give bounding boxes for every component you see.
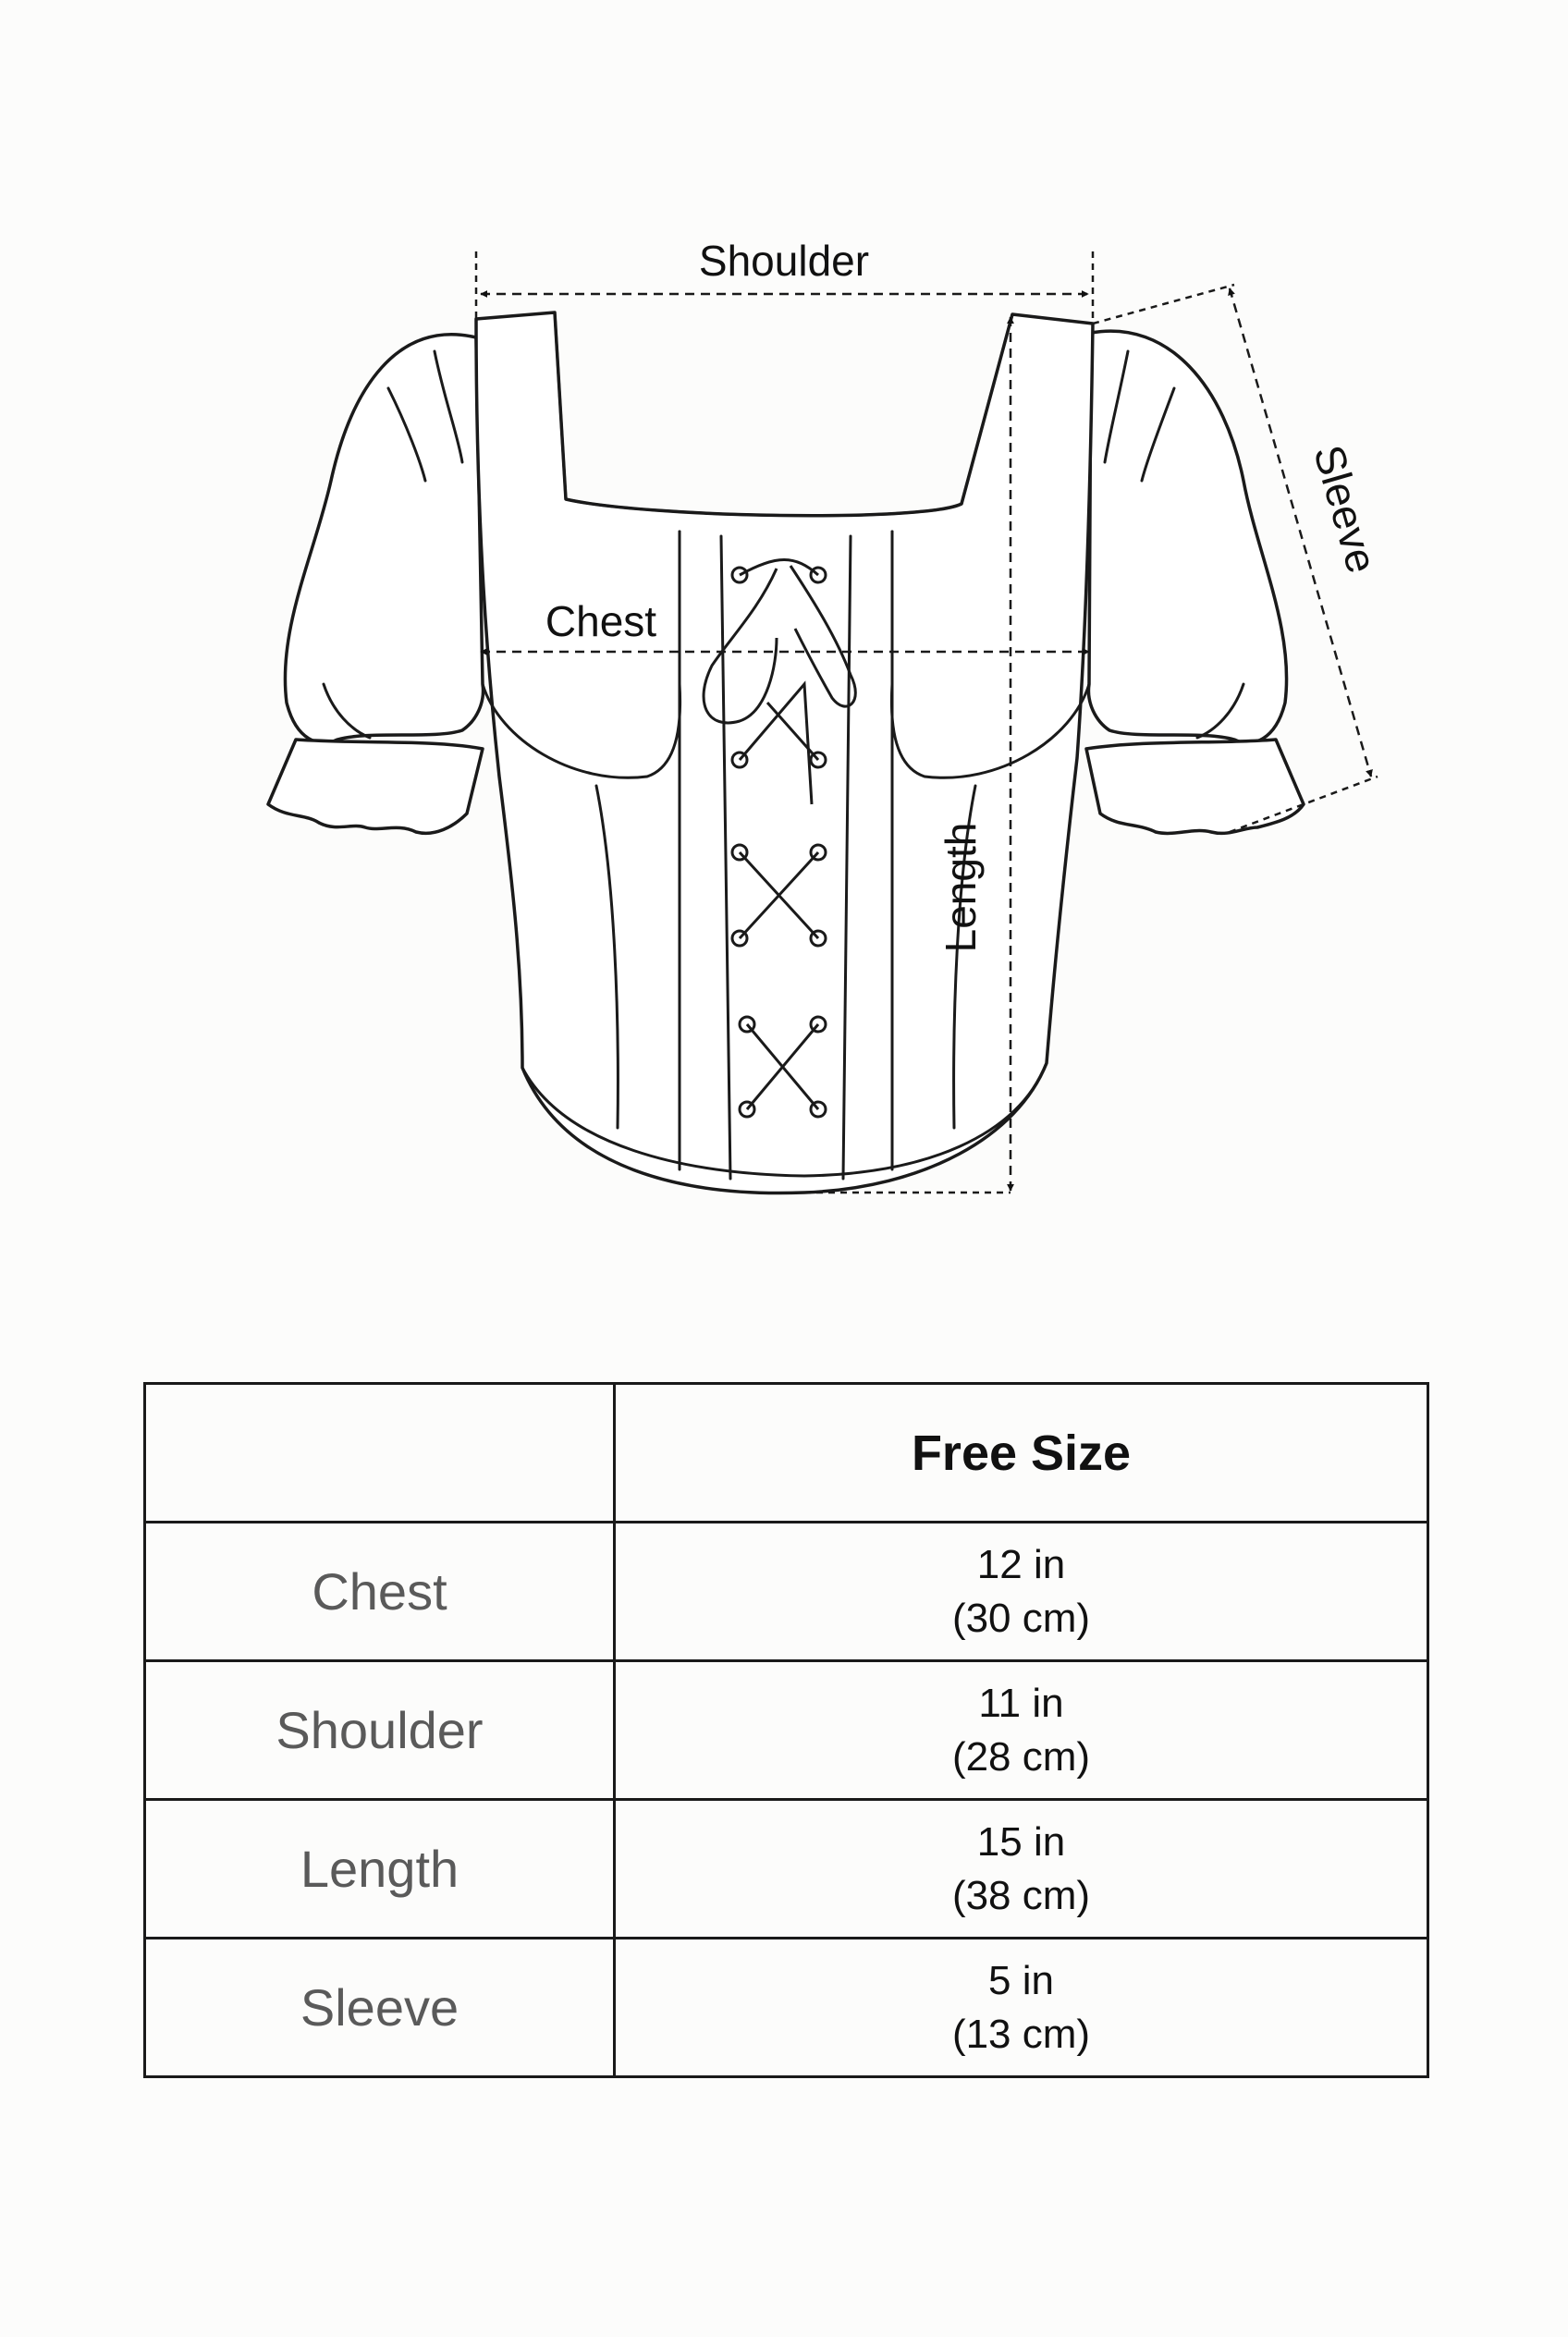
value-inches: 11 in [978, 1680, 1064, 1726]
value-cm: (30 cm) [951, 1595, 1091, 1641]
chest-label: Chest [545, 597, 657, 645]
size-chart-table [143, 1382, 1429, 2078]
right-sleeve-ruffle [1086, 740, 1304, 833]
shoulder-label: Shoulder [698, 237, 870, 285]
value-cm: (28 cm) [951, 1733, 1091, 1780]
length-label: Length [937, 822, 985, 953]
table-row [145, 1800, 1428, 1939]
value-cm: (38 cm) [951, 1872, 1091, 1918]
left-sleeve [285, 335, 483, 743]
value-cm: (13 cm) [951, 2011, 1091, 2057]
row-label-shoulder: Shoulder [145, 1661, 615, 1800]
left-sleeve-ruffle [268, 740, 483, 833]
sleeve-label: Sleeve [1305, 439, 1387, 579]
value-inches: 15 in [976, 1818, 1066, 1865]
bodice [476, 312, 1093, 1193]
table-row [145, 1939, 1428, 2077]
row-value-length [615, 1800, 1428, 1939]
table-row [145, 1661, 1428, 1800]
row-value-shoulder [615, 1661, 1428, 1800]
value-inches: 5 in [988, 1957, 1054, 2003]
value-inches: 12 in [976, 1541, 1066, 1587]
row-label-sleeve: Sleeve [145, 1939, 615, 2077]
table-row [145, 1523, 1428, 1661]
row-label-chest: Chest [145, 1523, 615, 1661]
table-header-row [145, 1384, 1428, 1523]
row-value-sleeve [615, 1939, 1428, 2077]
row-label-length: Length [145, 1800, 615, 1939]
row-value-chest [615, 1523, 1428, 1661]
header-empty-cell [145, 1384, 615, 1523]
header-size-cell: Free Size [615, 1384, 1428, 1523]
